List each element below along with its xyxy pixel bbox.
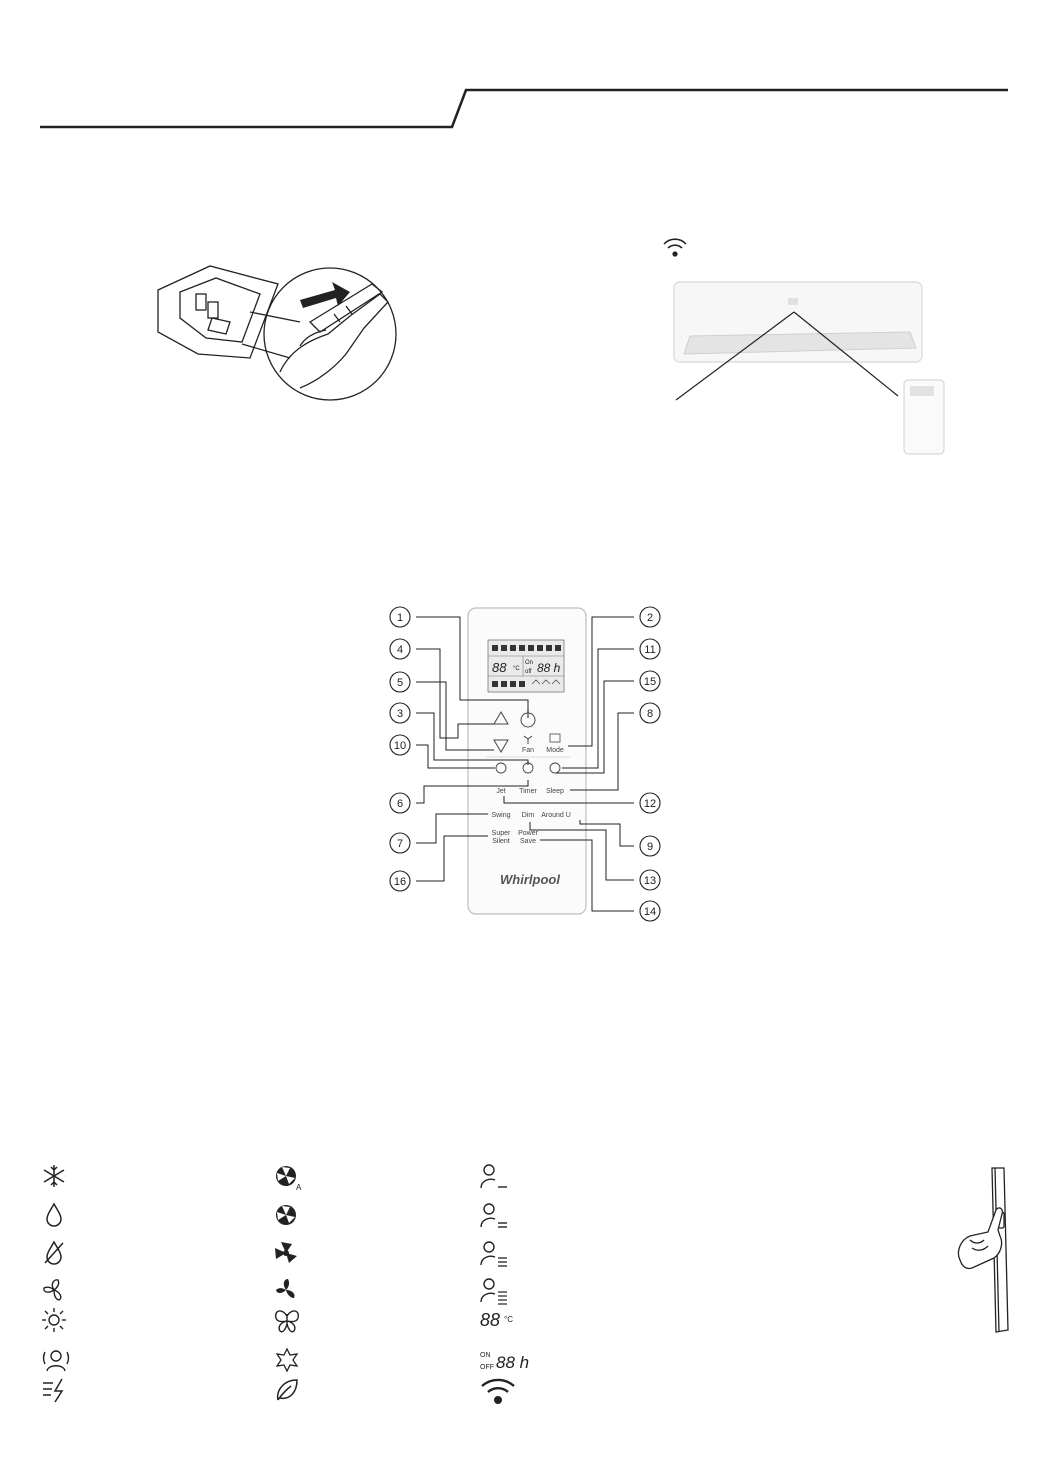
callout-5: 5 xyxy=(396,677,404,689)
callout-9: 9 xyxy=(646,841,654,853)
callout-14: 14 xyxy=(643,906,657,918)
remote-side-button-illustration xyxy=(950,1160,1020,1340)
swing-button[interactable]: Swing xyxy=(491,812,511,819)
person-level1-icon xyxy=(478,1162,510,1192)
timer-display-icon xyxy=(478,1346,538,1376)
fan-auto-icon xyxy=(272,1162,304,1192)
lcd-temp: 88 xyxy=(492,660,507,675)
svg-text:Power: Power xyxy=(518,830,538,837)
person-wave-icon xyxy=(40,1346,72,1374)
no-drop-icon xyxy=(40,1239,68,1267)
callout-12: 12 xyxy=(643,798,657,810)
person-level3-icon xyxy=(478,1239,510,1269)
callout-11: 11 xyxy=(644,644,656,656)
callout-2: 2 xyxy=(646,612,654,624)
svg-text:OFF: OFF xyxy=(480,1364,494,1371)
remote-control-diagram xyxy=(380,600,670,930)
callout-13: 13 xyxy=(643,875,657,887)
lcd-unit: °C xyxy=(513,666,520,672)
svg-text:A: A xyxy=(296,1183,302,1192)
super-silent-button[interactable] xyxy=(492,830,511,845)
lcd-timer: 88 h xyxy=(537,661,561,675)
around-u-button[interactable]: Around U xyxy=(541,812,571,819)
callout-4: 4 xyxy=(396,644,404,656)
callout-15: 15 xyxy=(643,676,657,688)
timer-button[interactable]: Timer xyxy=(519,788,537,795)
callout-1: 1 xyxy=(396,612,404,624)
dim-button[interactable]: Dim xyxy=(521,812,535,819)
callout-16: 16 xyxy=(393,876,407,888)
svg-text:88: 88 xyxy=(480,1310,501,1330)
fan-icon xyxy=(40,1276,68,1304)
wifi-icon xyxy=(660,234,690,260)
fan-low-icon xyxy=(272,1276,302,1306)
svg-text:Save: Save xyxy=(520,838,536,845)
star-icon xyxy=(272,1346,302,1374)
drop-icon xyxy=(40,1201,68,1229)
callout-10: 10 xyxy=(393,740,407,752)
battery-insertion-illustration xyxy=(150,262,400,402)
snowflake-icon xyxy=(40,1162,68,1190)
power-save-button[interactable] xyxy=(518,830,539,845)
sleep-button[interactable]: Sleep xyxy=(546,788,564,795)
air-conditioner-illustration xyxy=(660,276,960,456)
person-level2-icon xyxy=(478,1201,510,1231)
power-bolt-icon xyxy=(40,1376,70,1404)
lcd-on: On xyxy=(525,660,534,666)
svg-text:88 h: 88 h xyxy=(496,1353,530,1372)
temp-display-icon xyxy=(478,1306,528,1336)
lcd-off: off xyxy=(525,669,532,675)
svg-text:ON: ON xyxy=(480,1352,491,1359)
callout-3: 3 xyxy=(396,708,404,720)
person-level4-icon xyxy=(478,1276,510,1306)
svg-text:°C: °C xyxy=(504,1315,513,1324)
icon-legend xyxy=(0,1160,1049,1410)
jet-button[interactable]: Jet xyxy=(496,788,506,795)
fan-high-icon xyxy=(272,1201,302,1231)
leaf-icon xyxy=(272,1376,302,1404)
butterfly-icon xyxy=(272,1306,302,1336)
svg-text:Super: Super xyxy=(491,830,511,837)
wifi-icon xyxy=(478,1374,518,1408)
callout-8: 8 xyxy=(646,708,654,720)
header-rule xyxy=(0,0,1049,140)
brand-logo: Whirlpool xyxy=(500,872,560,887)
callout-6: 6 xyxy=(396,798,404,810)
fan-medium-icon xyxy=(272,1239,302,1269)
svg-text:Silent: Silent xyxy=(492,838,510,845)
sun-icon xyxy=(40,1306,68,1334)
mode-button-label: Mode xyxy=(546,747,564,754)
fan-button-label: Fan xyxy=(521,747,535,754)
callout-7: 7 xyxy=(396,838,404,850)
